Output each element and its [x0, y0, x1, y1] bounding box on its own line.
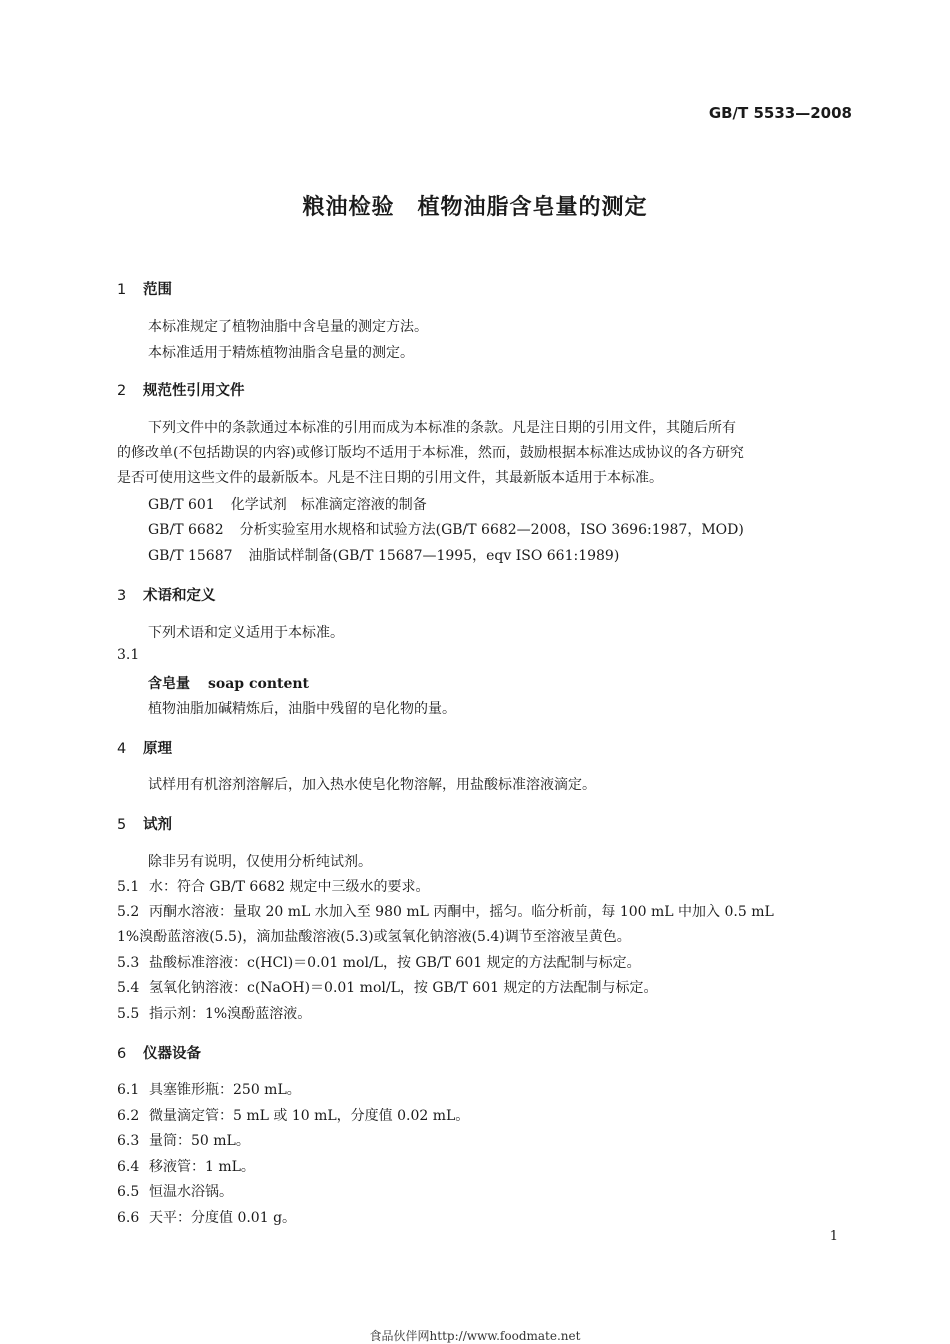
document-title: 粮油检验 植物油脂含皂量的测定 [302, 195, 648, 220]
clause-6-1: 6.1 具塞锥形瓶：250 mL。 [117, 1082, 301, 1098]
clause-5-5: 5.5 指示剂：1%溴酚蓝溶液。 [117, 1006, 312, 1022]
clause-5-2-continued: 1%溴酚蓝溶液(5.5)，滴加盐酸溶液(5.3)或氢氧化钠溶液(5.4)调节至溶液呈黄色。 [117, 929, 631, 945]
clause-5-2: 5.2 丙酮水溶液：量取 20 mL 水加入至 980 mL 丙酮中，摇匀。临分析前，每 100 mL 中加入 0.5 mL [117, 904, 774, 920]
section-3-para-1: 下列术语和定义适用于本标准。 [148, 625, 344, 641]
page-number: 1 [829, 1229, 838, 1244]
clause-5-1: 5.1 水：符合 GB/T 6682 规定中三级水的要求。 [117, 879, 430, 895]
section-5-para-1: 除非另有说明，仅使用分析纯试剂。 [148, 854, 372, 870]
term-definition: 植物油脂加碱精炼后，油脂中残留的皂化物的量。 [148, 701, 456, 717]
section-4-heading: 4 原理 [117, 741, 172, 757]
section-2-line-1: 下列文件中的条款通过本标准的引用而成为本标准的条款。凡是注日期的引用文件，其随后所有 [148, 420, 736, 436]
clause-5-3: 5.3 盐酸标准溶液：c(HCl)＝0.01 mol/L，按 GB/T 601 规定的方法配制与标定。 [117, 955, 641, 971]
section-2-line-2: 的修改单(不包括勘误的内容)或修订版均不适用于本标准，然而，鼓励根据本标准达成协议的各方研究 [117, 445, 744, 461]
section-1-para-1: 本标准规定了植物油脂中含皂量的测定方法。 [148, 319, 428, 335]
section-4-para-1: 试样用有机溶剂溶解后，加入热水使皂化物溶解，用盐酸标准溶液滴定。 [148, 777, 596, 793]
clause-6-4: 6.4 移液管：1 mL。 [117, 1159, 255, 1175]
section-6-heading: 6 仪器设备 [117, 1046, 201, 1062]
standard-code: GB/T 5533—2008 [708, 104, 852, 122]
section-1-para-2: 本标准适用于精炼植物油脂含皂量的测定。 [148, 345, 414, 361]
section-1-heading: 1 范围 [117, 282, 172, 298]
term-heading: 含皂量 soap content [148, 676, 310, 692]
section-2-heading: 2 规范性引用文件 [117, 383, 245, 399]
clause-5-4: 5.4 氢氧化钠溶液：c(NaOH)＝0.01 mol/L，按 GB/T 601 规定的方法配制与标定。 [117, 980, 658, 996]
clause-6-3: 6.3 量筒：50 mL。 [117, 1133, 250, 1149]
footer-watermark: 食品伙伴网http://www.foodmate.net [369, 1329, 581, 1343]
section-3-heading: 3 术语和定义 [117, 588, 216, 604]
section-2-line-3: 是否可使用这些文件的最新版本。凡是不注日期的引用文件，其最新版本适用于本标准。 [117, 470, 663, 486]
section-5-heading: 5 试剂 [117, 817, 172, 833]
clause-6-2: 6.2 微量滴定管：5 mL 或 10 mL，分度值 0.02 mL。 [117, 1108, 470, 1124]
reference-gbt15687: GB/T 15687 油脂试样制备(GB/T 15687—1995，eqv ISO 661:1989) [148, 548, 620, 564]
reference-gbt6682: GB/T 6682 分析实验室用水规格和试验方法(GB/T 6682—2008，ISO 3696:1987，MOD) [148, 522, 744, 538]
clause-3-1-number: 3.1 [117, 647, 140, 663]
clause-6-6: 6.6 天平：分度值 0.01 g。 [117, 1210, 297, 1226]
clause-6-5: 6.5 恒温水浴锅。 [117, 1184, 233, 1200]
reference-gbt601: GB/T 601 化学试剂 标准滴定溶液的制备 [148, 497, 427, 513]
